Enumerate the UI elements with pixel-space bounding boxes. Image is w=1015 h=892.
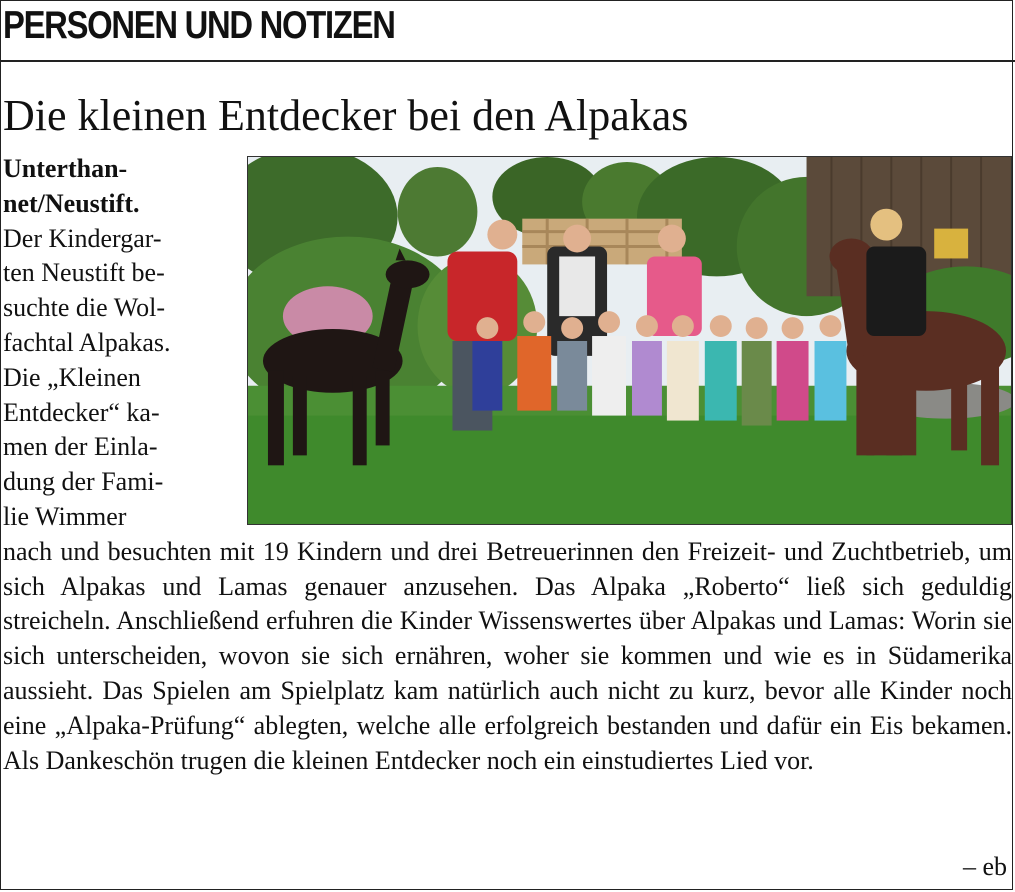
dateline-part-2: net/Neustift. <box>3 188 140 218</box>
column-line: men der Einla- <box>3 432 158 462</box>
column-line: suchte die Wol- <box>3 293 166 323</box>
column-line: lie Wimmer <box>3 501 127 531</box>
section-title: PERSONEN UND NOTIZEN <box>3 4 395 47</box>
dateline <box>3 154 139 218</box>
column-line: Der Kindergar- <box>3 223 162 253</box>
article-body <box>3 152 1012 778</box>
column-line: Entdecker“ ka- <box>3 397 160 427</box>
article-headline: Die kleinen Entdecker bei den Alpakas <box>3 91 689 140</box>
article-continued-text: nach und besuchten mit 19 Kindern und drei Betreuerinnen den Freizeit- und Zuchtbetrieb, um sich Alpakas und Lamas genauer anzusehen. Das Alpaka „Roberto“ ließ sich geduldig streicheln. Anschließend erfuhren die Kinder Wissenswertes über Alpakas und Lamas: Worin sie sich unterscheiden, wovon sie sich ernähren, woher sie kommen und wie es in Südamerika aussieht. Das Spielen am Spielplatz kam natürlich auch nicht zu kurz, bevor alle Kinder noch eine „Alpaka-Prüfung“ ablegten, welche alle erfolgreich bestanden und dafür ein Eis bekamen. Als Dankeschön trugen die kleinen Entdecker noch ein einstudiertes Lied vor. <box>3 536 1012 775</box>
author-signature: – eb <box>962 852 1007 881</box>
photo-illustration <box>248 157 1011 524</box>
column-line: dung der Fami- <box>3 467 164 497</box>
dateline-part-1: Unterthan- <box>3 154 128 183</box>
column-line: fachtal Alpakas. <box>3 327 171 357</box>
article-photo <box>247 156 1012 525</box>
section-header <box>0 0 1015 62</box>
column-line: Die „Kleinen <box>3 362 141 392</box>
column-line: ten Neustift be- <box>3 258 165 288</box>
